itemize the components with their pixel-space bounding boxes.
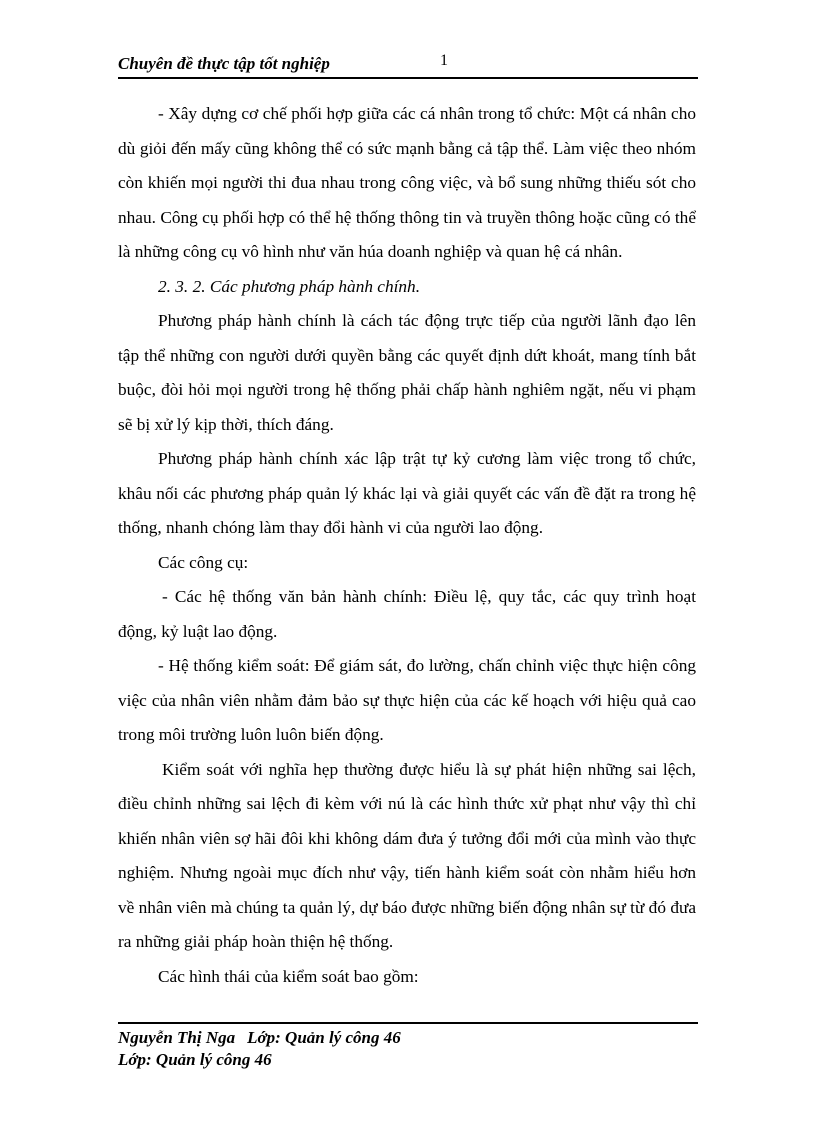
- header-rule: [118, 77, 698, 79]
- paragraph-tools-label: Các công cụ:: [158, 552, 249, 572]
- document-body: [118, 97, 696, 994]
- footer-line-1: [118, 1027, 401, 1049]
- footer-rule: [118, 1022, 698, 1024]
- paragraph-coordination: - Xây dựng cơ chế phối hợp giữa các cá nhân trong tổ chức: Một cá nhân cho dù giỏi đến mấy cũng không thể có sức mạnh bằng cả tập thể. Làm việc theo nhóm còn khiến mọi người thi đua nhau trong công việc, và bổ sung những thiếu sót cho nhau. Công cụ phối hợp có thể hệ thống thông tin và truyền thông hoặc cũng có thể là những công cụ vô hình như văn húa doanh nghiệp và quan hệ cá nhân.: [118, 104, 696, 261]
- paragraph-admin-method: Phương pháp hành chính là cách tác động trực tiếp của người lãnh đạo lên tập thể những con người dưới quyền bằng các quyết định dứt khoát, mang tính bắt buộc, đòi hỏi mọi người trong hệ thống phải chấp hành nghiêm ngặt, nếu vi phạm sẽ bị xử lý kịp thời, thích đáng.: [118, 311, 696, 434]
- paragraph-control-system: - Hệ thống kiểm soát: Để giám sát, đo lường, chấn chỉnh việc thực hiện công việc của nhân viên nhằm đảm bảo sự thực hiện của các kế hoạch với hiệu quả cao trong môi trường luôn luôn biến động.: [118, 656, 696, 744]
- paragraph-admin-order: Phương pháp hành chính xác lập trật tự kỷ cương làm việc trong tổ chức, khâu nối các phương pháp quản lý khác lại và giải quyết các vấn đề đặt ra trong hệ thống, nhanh chóng làm thay đổi hành vi của người lao động.: [118, 449, 696, 537]
- header-title: Chuyên đề thực tập tốt nghiệp: [118, 54, 330, 73]
- page-footer: [118, 1027, 401, 1071]
- footer-author: Nguyễn Thị Nga: [118, 1028, 236, 1047]
- footer-class-line: Lớp: Quản lý công 46: [118, 1050, 272, 1069]
- footer-class-inline: Lớp: Quản lý công 46: [247, 1028, 401, 1047]
- paragraph-control-meaning: Kiểm soát với nghĩa hẹp thường được hiểu là sự phát hiện những sai lệch, điều chỉnh những sai lệch đi kèm với nú là các hình thức xử phạt như vậy thì chỉ khiến nhân viên sợ hãi đôi khi không dám đưa ý tưởng đổi mới của mình vào thực nghiệm. Nhưng ngoài mục đích như vậy, tiến hành kiểm soát còn nhằm hiểu hơn về nhân viên mà chúng ta quản lý, dự báo được những biến động nhân sự từ đó đưa ra những giải pháp hoàn thiện hệ thống.: [118, 759, 696, 951]
- page-header: [118, 52, 698, 78]
- paragraph-admin-documents: - Các hệ thống văn bản hành chính: Điều lệ, quy tắc, các quy trình hoạt động, kỷ luật lao động.: [118, 587, 696, 641]
- section-heading: 2. 3. 2. Các phương pháp hành chính.: [158, 276, 421, 296]
- paragraph-control-forms: Các hình thái của kiểm soát bao gồm:: [158, 966, 419, 986]
- page-number: 1: [440, 52, 448, 69]
